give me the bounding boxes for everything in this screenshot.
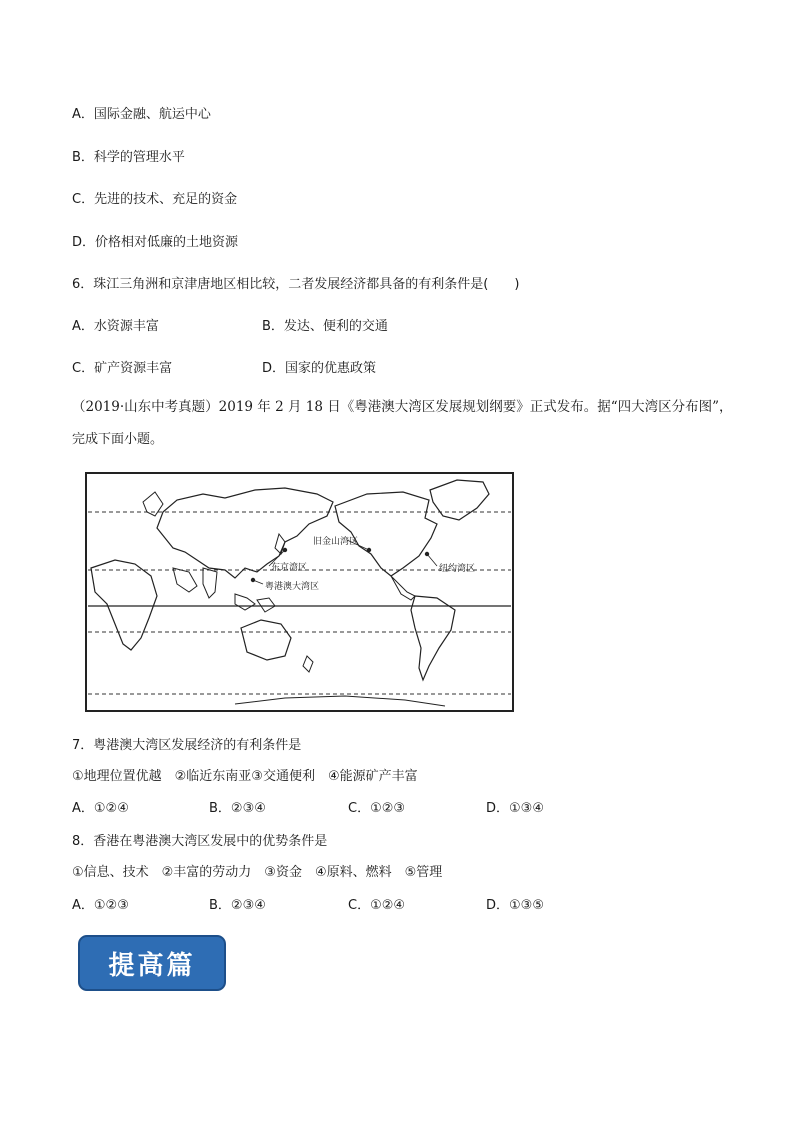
bay-areas-map <box>85 472 514 712</box>
q8-option-a: A．①②③ <box>72 898 129 913</box>
q5-option-d: D．价格相对低廉的土地资源 <box>72 235 239 250</box>
q7-option-b: B．②③④ <box>209 801 266 816</box>
q6-option-d: D．国家的优惠政策 <box>262 361 377 376</box>
map-label-sf: 旧金山湾区 <box>313 537 359 547</box>
intro-line-2: 完成下面小题。 <box>72 432 164 447</box>
q6-option-c: C．矿产资源丰富 <box>72 361 173 376</box>
section-badge-label: 提高篇 <box>108 950 196 981</box>
q7-option-a: A．①②④ <box>72 801 129 816</box>
q6-stem: 6．珠江三角洲和京津唐地区相比较，二者发展经济都具备的有利条件是( ) <box>72 277 520 292</box>
q8-option-d: D．①③⑤ <box>486 898 544 913</box>
q7-items: ①地理位置优越 ②临近东南亚③交通便利 ④能源矿产丰富 <box>72 769 418 784</box>
intro-line-1: （2019·山东中考真题）2019 年 2 月 18 日《粤港澳大湾区发展规划纲要》正式发布。据“四大湾区分布图”， <box>72 399 733 415</box>
q7-stem: 7．粤港澳大湾区发展经济的有利条件是 <box>72 738 302 753</box>
q5-option-b: B．科学的管理水平 <box>72 150 185 165</box>
q8-stem: 8．香港在粤港澳大湾区发展中的优势条件是 <box>72 834 328 849</box>
q8-items: ①信息、技术 ②丰富的劳动力 ③资金 ④原料、燃料 ⑤管理 <box>72 865 443 880</box>
map-label-tokyo: 东京湾区 <box>271 563 308 573</box>
q5-option-c: C．先进的技术、充足的资金 <box>72 192 238 207</box>
q6-option-a: A．水资源丰富 <box>72 319 159 334</box>
q8-option-b: B．②③④ <box>209 898 266 913</box>
q8-option-c: C．①②④ <box>348 898 406 913</box>
q5-option-a: A．国际金融、航运中心 <box>72 107 211 122</box>
section-badge <box>78 935 226 991</box>
map-label-ny: 纽约湾区 <box>439 564 476 574</box>
map-label-gba: 粤港澳大湾区 <box>265 582 320 592</box>
q6-option-b: B．发达、便利的交通 <box>262 319 388 334</box>
q7-option-d: D．①③④ <box>486 801 544 816</box>
q7-option-c: C．①②③ <box>348 801 406 816</box>
